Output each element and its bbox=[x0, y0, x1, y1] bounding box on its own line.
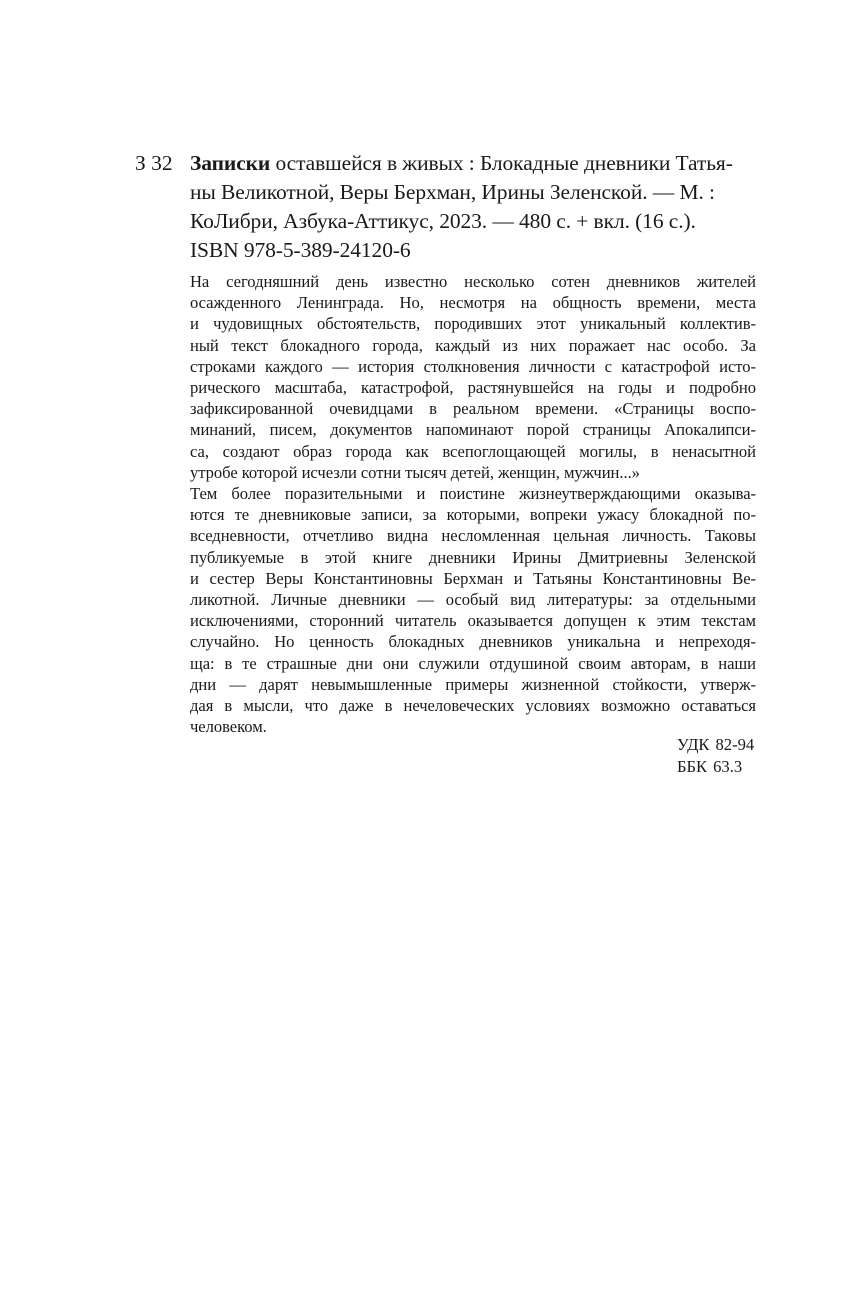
udk-value: 82-94 bbox=[715, 735, 755, 754]
abstract-line: ются те дневниковые записи, за которыми, вопреки ужасу блокадной по- bbox=[190, 505, 756, 525]
abstract-line: случайно. Но ценность блокадных дневников уникальна и непреходя- bbox=[190, 632, 756, 652]
bibliographic-description bbox=[190, 149, 756, 265]
catalog-entry bbox=[190, 149, 756, 737]
abstract-line: ща: в те страшные дни они служили отдушиной своим авторам, в наши bbox=[190, 653, 756, 673]
abstract-line: дни — дарят невымышленные примеры жизненной стойкости, утверж- bbox=[190, 674, 756, 694]
abstract-line: публикуемые в этой книге дневники Ирины Дмитриевны Зеленской bbox=[190, 547, 756, 567]
abstract-line: минаний, писем, документов напоминают порой страницы Апокалипси- bbox=[190, 420, 756, 440]
abstract-line: дая в мысли, что даже в нечеловеческих условиях возможно оставаться bbox=[190, 696, 756, 716]
bib-line-2: ны Великотной, Веры Берхман, Ирины Зеленской. — М. : bbox=[190, 180, 715, 204]
bbk-label: ББК bbox=[677, 756, 708, 776]
abstract-line: осажденного Ленинграда. Но, несмотря на общность времени, места bbox=[190, 293, 756, 313]
abstract-line: исключениями, сторонний читатель оказывается допущен к этим текстам bbox=[190, 611, 756, 631]
abstract-line: На сегодняшний день известно несколько сотен дневников жителей bbox=[190, 272, 756, 291]
abstract-line: Тем более поразительными и поистине жизнеутверждающими оказыва- bbox=[190, 484, 756, 504]
abstract-paragraph bbox=[190, 271, 756, 737]
abstract-line: са, создают образ города как всепоглощающей могилы, в ненасытной bbox=[190, 441, 756, 461]
bib-line-3: КоЛибри, Азбука-Аттикус, 2023. — 480 с. + вкл. (16 с.). bbox=[190, 209, 696, 233]
abstract-line: строками каждого — история столкновения личности с катастрофой исто- bbox=[190, 356, 756, 376]
book-title: Записки bbox=[190, 151, 271, 175]
abstract-line: вседневности, отчетливо видна несломленная цельная личность. Таковы bbox=[190, 526, 756, 546]
abstract-line: ный текст блокадного города, каждый из них поражает нас особо. За bbox=[190, 335, 756, 355]
bib-line-1-text: оставшейся в живых : Блокадные дневники Татья- bbox=[270, 151, 733, 175]
udk-label: УДК bbox=[677, 735, 710, 754]
abstract-line: и сестер Веры Константиновны Берхман и Татьяны Константиновны Ве- bbox=[190, 568, 756, 588]
udk-row bbox=[677, 734, 754, 756]
abstract-line: утробе которой исчезли сотни тысяч детей, женщин, мужчин...» bbox=[190, 462, 640, 482]
abstract-line: зафиксированной очевидцами в реальном времени. «Страницы воспо- bbox=[190, 399, 756, 419]
bbk-row bbox=[677, 756, 754, 778]
isbn-line: ISBN 978-5-389-24120-6 bbox=[190, 238, 411, 262]
abstract-line: ликотной. Личные дневники — особый вид литературы: за отдельными bbox=[190, 590, 756, 610]
bib-line-1 bbox=[190, 149, 756, 178]
abstract-line: рического масштаба, катастрофой, растянувшейся на годы и подробно bbox=[190, 378, 756, 398]
bbk-value: 63.3 bbox=[713, 756, 743, 776]
abstract-line: и чудовищных обстоятельств, породивших этот уникальный коллектив- bbox=[190, 314, 756, 334]
classification-codes bbox=[677, 734, 754, 777]
author-mark: З 32 bbox=[135, 151, 173, 175]
abstract-line: человеком. bbox=[190, 717, 267, 737]
